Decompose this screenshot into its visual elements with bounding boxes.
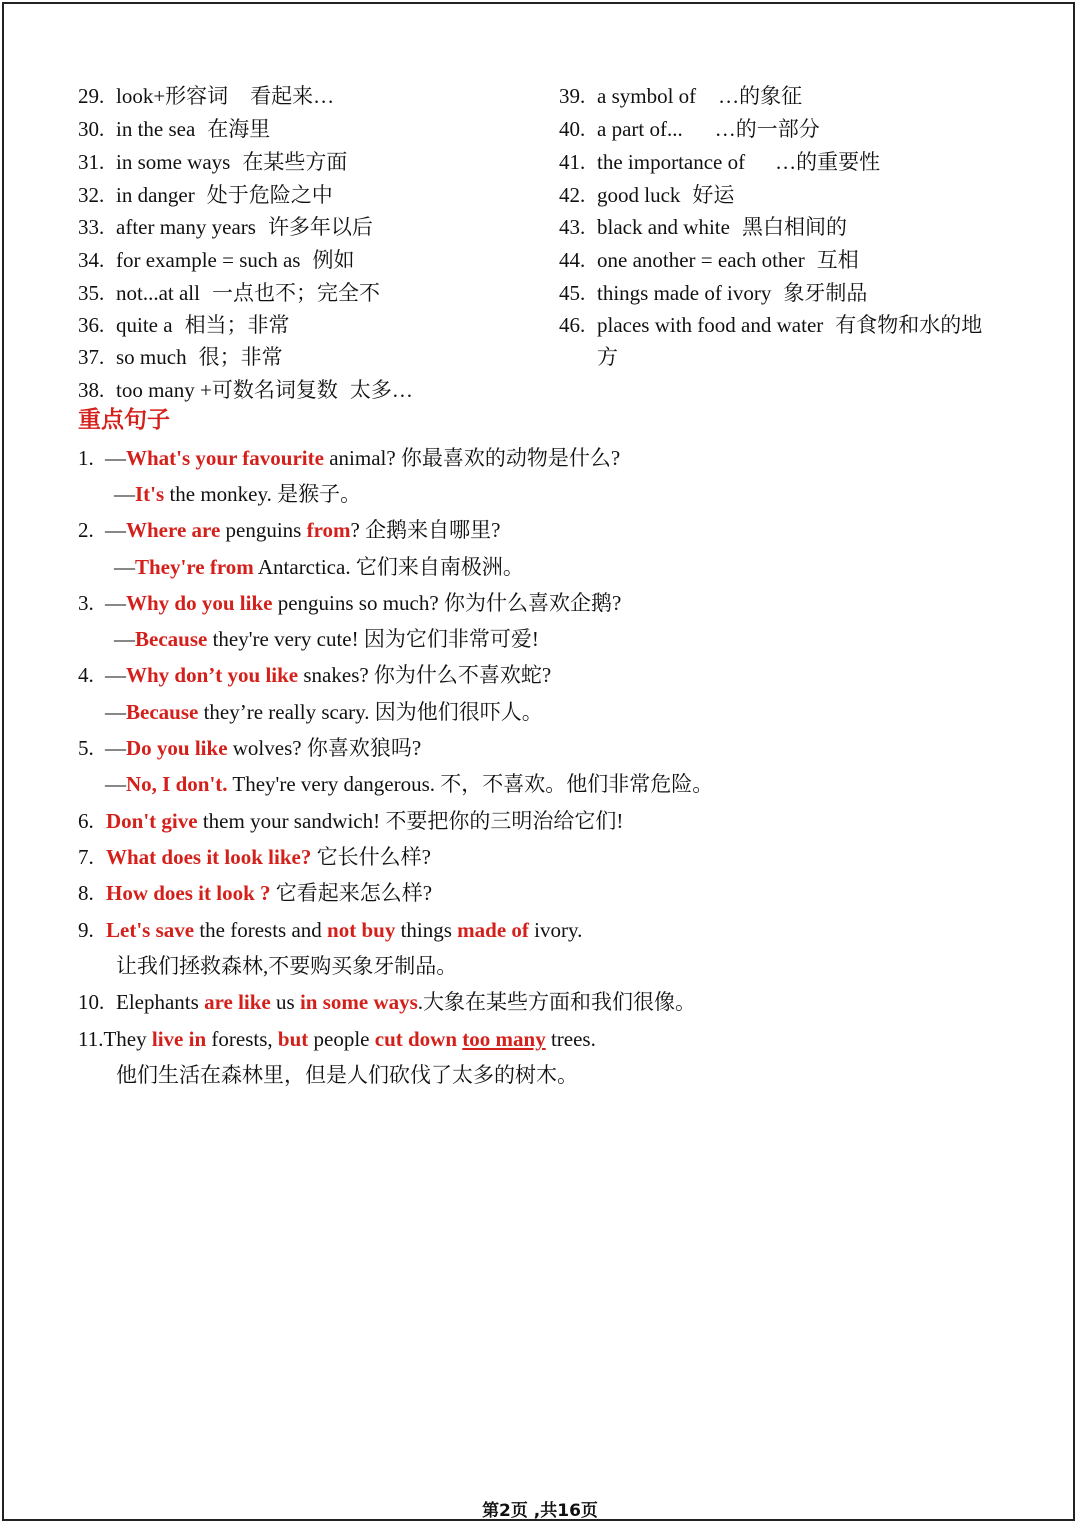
sentence-9: 9. Let's save the forests and not buy things made of ivory. xyxy=(78,918,583,942)
list-item: 40. a part of... …的一部分 xyxy=(559,117,820,141)
list-item: 39. a symbol of …的象征 xyxy=(559,84,803,108)
list-item: 44. one another = each other 互相 xyxy=(559,248,859,272)
sentence-2-answer: —They're from Antarctica. 它们来自南极洲。 xyxy=(114,555,524,579)
list-item: 38. too many +可数名词复数 太多… xyxy=(78,378,413,402)
list-item: 35. not...at all 一点也不；完全不 xyxy=(78,281,380,305)
sentence-5-question: 5. —Do you like wolves? 你喜欢狼吗? xyxy=(78,736,422,760)
list-item: 31. in some ways 在某些方面 xyxy=(78,150,348,174)
list-item: 37. so much 很；非常 xyxy=(78,345,283,369)
sentence-7: 7. What does it look like? 它长什么样? xyxy=(78,845,431,869)
list-item: 42. good luck 好运 xyxy=(559,183,735,207)
list-item: 36. quite a 相当；非常 xyxy=(78,313,290,337)
sentence-9-translation: 让我们拯救森林,不要购买象牙制品。 xyxy=(116,954,458,978)
sentence-11: 11.They live in forests, but people cut down too many trees. xyxy=(78,1027,596,1051)
sentence-11-translation: 他们生活在森林里，但是人们砍伐了太多的树木。 xyxy=(116,1063,578,1087)
list-item: 43. black and white 黑白相间的 xyxy=(559,215,847,239)
sentence-10: 10. Elephants are like us in some ways.大象在某些方面和我们很像。 xyxy=(78,990,697,1014)
list-item: 34. for example = such as 例如 xyxy=(78,248,355,272)
sentence-8: 8. How does it look ? 它看起来怎么样? xyxy=(78,881,433,905)
sentence-4-question: 4. —Why don’t you like snakes? 你为什么不喜欢蛇? xyxy=(78,663,552,687)
list-item: 45. things made of ivory 象牙制品 xyxy=(559,281,868,305)
list-item: 30. in the sea 在海里 xyxy=(78,117,271,141)
sentence-3-answer: —Because they're very cute! 因为它们非常可爱! xyxy=(114,627,539,651)
list-item: 29. look+形容词 看起来… xyxy=(78,84,335,108)
sentence-2-question: 2. —Where are penguins from? 企鹅来自哪里? xyxy=(78,518,501,542)
sentence-4-answer: —Because they’re really scary. 因为他们很吓人。 xyxy=(105,700,543,724)
sentence-6: 6. Don't give them your sandwich! 不要把你的三明治给它们! xyxy=(78,809,624,833)
list-item: 46. places with food and water 有食物和水的地 xyxy=(559,313,983,337)
sentence-3-question: 3. —Why do you like penguins so much? 你为什么喜欢企鹅? xyxy=(78,591,622,615)
sentence-1-answer: —It's the monkey. 是猴子。 xyxy=(114,482,362,506)
list-item: 32. in danger 处于危险之中 xyxy=(78,183,333,207)
sentence-5-answer: —No, I don't. They're very dangerous. 不，不喜欢。他们非常危险。 xyxy=(105,772,714,796)
list-item: 41. the importance of …的重要性 xyxy=(559,150,881,174)
sentence-1-question: 1. —What's your favourite animal? 你最喜欢的动物是什么? xyxy=(78,446,621,470)
section-heading: 重点句子 xyxy=(78,407,170,432)
page-footer: 第2页 ,共16页 xyxy=(482,1501,598,1521)
list-item: 33. after many years 许多年以后 xyxy=(78,215,373,239)
list-item-wrap: 方 xyxy=(597,345,618,369)
